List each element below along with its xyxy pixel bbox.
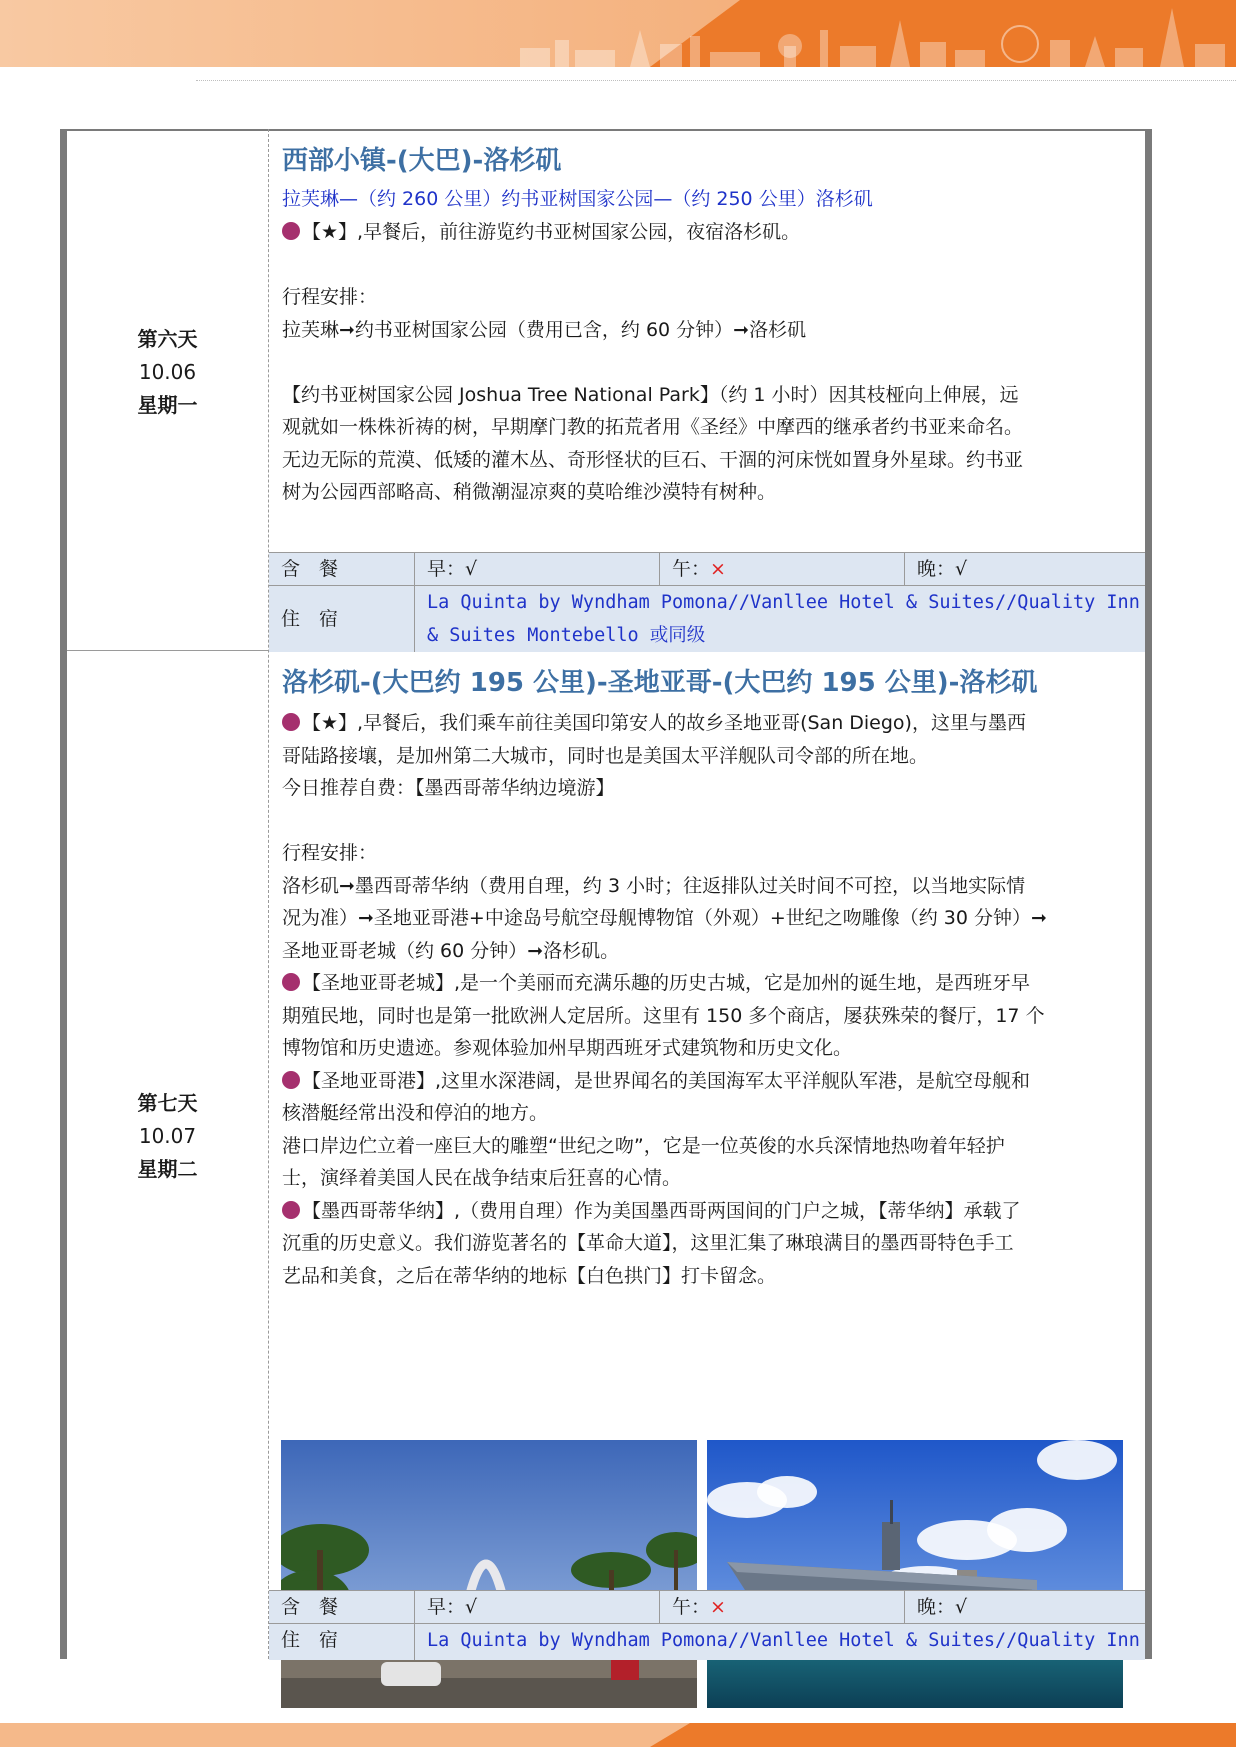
day7-hotel-names: La Quinta by Wyndham Pomona//Vanllee Hotel & Suites//Quality Inn (427, 1630, 1140, 1651)
cross-icon: × (710, 558, 726, 580)
day7-oldtown-1: 【圣地亚哥老城】,是一个美丽而充满乐趣的历史古城，它是加州的诞生地，是西班牙早 (282, 967, 1142, 1000)
day7-hotel-label: 住 宿 (269, 1624, 415, 1660)
day7-label (67, 1087, 268, 1186)
day7-schedule-2: 况为准）➞圣地亚哥港+中途岛号航空母舰博物馆（外观）+世纪之吻雕像（约 30 分钟）➞ (282, 907, 1047, 929)
table-left-border (60, 129, 67, 1659)
city-skyline-decoration (500, 0, 1236, 67)
itinerary-table (60, 129, 1152, 1659)
table-right-border (1145, 129, 1152, 1659)
day7-tijuana-3: 艺品和美食，之后在蒂华纳的地标【白色拱门】打卡留念。 (282, 1264, 777, 1287)
bullet-icon (282, 222, 300, 240)
day7-weekday: 星期二 (137, 1157, 198, 1181)
day6-route: 拉芙琳—（约 260 公里）约书亚树国家公园—（约 250 公里）洛杉矶 (282, 188, 873, 210)
day6-park-desc-2: 观就如一株株祈祷的树，早期摩门教的拓荒者用《圣经》中摩西的继承者约书亚来命名。 (282, 416, 1024, 438)
bullet-icon (282, 1071, 300, 1089)
header-dotted-rule (196, 80, 1236, 81)
day7-schedule-1: 洛杉矶➞墨西哥蒂华纳（费用自理，约 3 小时；往返排队过关时间不可控，以当地实际情 (282, 874, 1026, 897)
day6-schedule-label: 行程安排： (282, 286, 378, 308)
day6-hotel-label: 住 宿 (269, 586, 415, 652)
day7-date: 10.07 (138, 1124, 197, 1148)
day6-park-desc-3: 无边无际的荒漠、低矮的灌木丛、奇形怪状的巨石、干涸的河床恍如置身外星球。约书亚 (282, 448, 1024, 471)
day7-harbor-2: 核潜艇经常出没和停泊的地方。 (282, 1102, 549, 1124)
day6-breakfast: 早：√ (415, 553, 660, 586)
day7-meal-label: 含 餐 (269, 1591, 415, 1624)
day7-schedule-label: 行程安排： (282, 842, 378, 864)
day6-label (67, 323, 268, 422)
day7-title: 洛杉矶-(大巴约 195 公里)-圣地亚哥-(大巴约 195 公里)-洛杉矶 (282, 668, 1038, 698)
day6-hotel-names: La Quinta by Wyndham Pomona//Vanllee Hotel & Suites//Quality Inn & Suites Montebello 或同级 (427, 592, 1140, 646)
day7-tijuana-2: 沉重的历史意义。我们游览著名的【革命大道】，这里汇集了琳琅满目的墨西哥特色手工 (282, 1232, 1014, 1254)
day7-oldtown-2: 期殖民地，同时也是第一批欧洲人定居所。这里有 150 多个商店，屡获殊荣的餐厅，17 个 (282, 1004, 1045, 1027)
day7-summary-2: 哥陆路接壤，是加州第二大城市，同时也是美国太平洋舰队司令部的所在地。 (282, 744, 929, 767)
day7-dinner: 晚：√ (917, 1596, 968, 1618)
day6-summary: 【★】,早餐后，前往游览约书亚树国家公园，夜宿洛杉矶。 (282, 216, 1142, 249)
day7-oldtown-3: 博物馆和历史遗迹。参观体验加州早期西班牙式建筑物和历史文化。 (282, 1037, 853, 1059)
day7-breakfast: 早：√ (415, 1591, 660, 1624)
day7-schedule-3: 圣地亚哥老城（约 60 分钟）➞洛杉矶。 (282, 939, 620, 962)
day6-number: 第六天 (137, 327, 198, 351)
day6-content (282, 141, 1142, 509)
day7-recommend: 今日推荐自费：【墨西哥蒂华纳边境游】 (282, 777, 615, 799)
cross-icon: × (710, 1596, 726, 1618)
day7-harbor-1: 【圣地亚哥港】,这里水深港阔，是世界闻名的美国海军太平洋舰队军港，是航空母舰和 (282, 1065, 1142, 1098)
day6-park-desc-1: 【约书亚树国家公园 Joshua Tree National Park】（约 1 小时）因其枝桠向上伸展，远 (282, 383, 1019, 406)
day7-lunch: 午：× (660, 1591, 905, 1624)
aircraft-carrier-photo (707, 1440, 1123, 1708)
day7-meal-row (269, 1590, 1145, 1624)
page-footer-band (0, 1723, 1236, 1747)
day6-hotel-row (269, 585, 1145, 652)
day6-schedule: 拉芙琳➞约书亚树国家公园（费用已含，约 60 分钟）➞洛杉矶 (282, 318, 807, 341)
day7-kiss-1: 港口岸边伫立着一座巨大的雕塑“世纪之吻”，它是一位英俊的水兵深情地热吻着年轻护 (282, 1134, 1005, 1157)
table-top-border (60, 129, 1152, 131)
day7-number: 第七天 (137, 1091, 198, 1115)
day6-dinner: 晚：√ (917, 558, 968, 580)
day6-park-desc-4: 树为公园西部略高、稍微潮湿凉爽的莫哈维沙漠特有树种。 (282, 481, 777, 503)
day6-lunch: 午：× (660, 553, 905, 586)
day6-meal-row (269, 552, 1145, 586)
day7-hotel-row (269, 1623, 1145, 1660)
day6-meal-label: 含 餐 (269, 553, 415, 586)
day7-content (282, 663, 1142, 1292)
bullet-icon (282, 1201, 300, 1219)
day6-date: 10.06 (138, 360, 197, 384)
day7-tijuana-1: 【墨西哥蒂华纳】,（费用自理）作为美国墨西哥两国间的门户之城，【蒂华纳】承载了 (282, 1195, 1142, 1228)
day6-title: 西部小镇-(大巴)-洛杉矶 (282, 146, 562, 176)
day7-summary-1: 【★】,早餐后，我们乘车前往美国印第安人的故乡圣地亚哥(San Diego)，这里与墨西 (282, 707, 1142, 740)
day7-kiss-2: 士，演绎着美国人民在战争结束后狂喜的心情。 (282, 1167, 682, 1189)
page-header-band (0, 0, 1236, 67)
bullet-icon (282, 713, 300, 731)
bullet-icon (282, 973, 300, 991)
day6-weekday: 星期一 (137, 393, 198, 417)
tijuana-arch-photo (281, 1440, 697, 1708)
table-column-divider (268, 129, 269, 1659)
